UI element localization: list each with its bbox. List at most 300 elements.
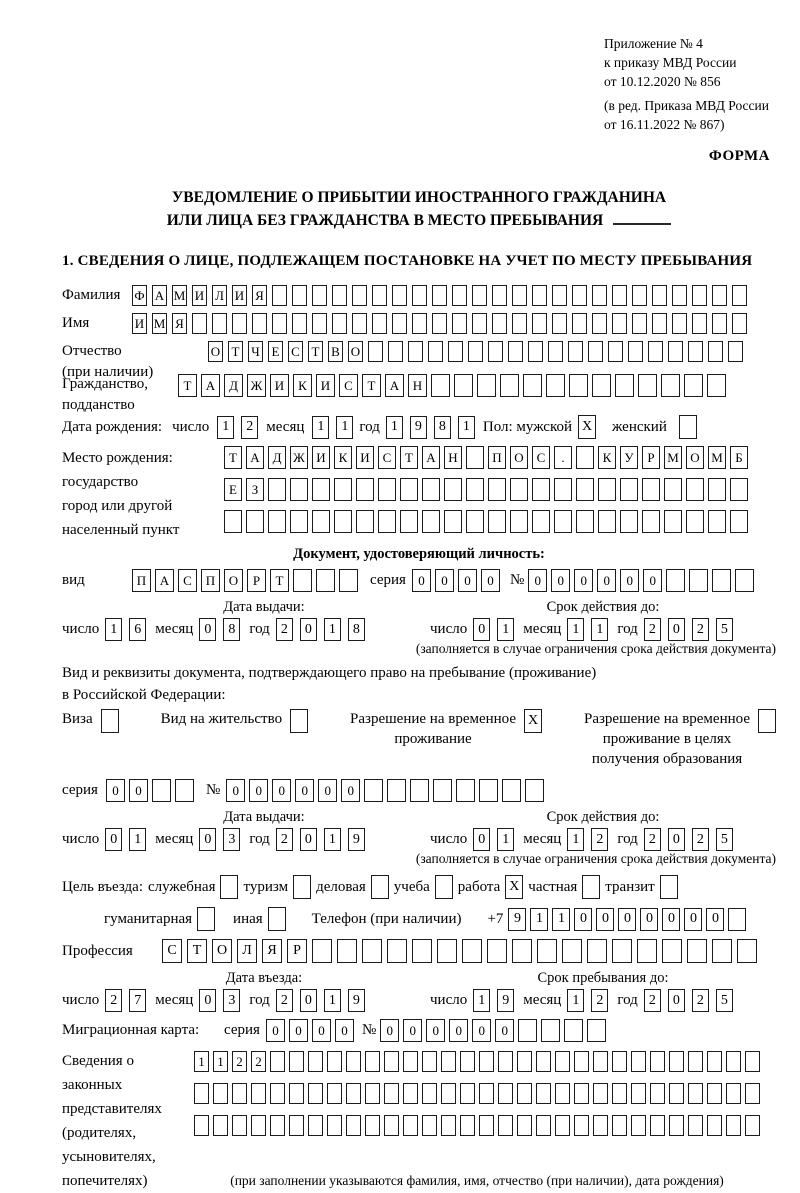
- char-cell[interactable]: 0: [706, 908, 724, 931]
- char-cell[interactable]: [608, 341, 623, 362]
- char-cell[interactable]: [620, 510, 638, 533]
- char-cell[interactable]: [472, 313, 487, 334]
- char-cell[interactable]: 0: [199, 618, 216, 641]
- char-cell[interactable]: 2: [591, 828, 608, 851]
- char-cell[interactable]: 0: [574, 569, 593, 592]
- char-cell[interactable]: Л: [212, 285, 227, 306]
- char-cell[interactable]: 6: [129, 618, 146, 641]
- char-cell[interactable]: [650, 1115, 665, 1136]
- char-cell[interactable]: [431, 374, 450, 397]
- char-cell[interactable]: [588, 341, 603, 362]
- char-cell[interactable]: [726, 1083, 741, 1104]
- char-cell[interactable]: [512, 285, 527, 306]
- char-cell[interactable]: [692, 285, 707, 306]
- char-cell[interactable]: [372, 313, 387, 334]
- visa-checkbox[interactable]: [101, 709, 119, 733]
- purpose-business-checkbox[interactable]: [371, 875, 389, 899]
- char-cell[interactable]: [730, 478, 748, 501]
- char-cell[interactable]: 0: [473, 828, 490, 851]
- char-cell[interactable]: [688, 1083, 703, 1104]
- char-cell[interactable]: Р: [247, 569, 266, 592]
- char-cell[interactable]: 2: [644, 989, 661, 1012]
- char-cell[interactable]: [652, 285, 667, 306]
- char-cell[interactable]: [687, 939, 707, 963]
- char-cell[interactable]: [536, 1115, 551, 1136]
- char-cell[interactable]: [684, 374, 703, 397]
- char-cell[interactable]: [638, 374, 657, 397]
- char-cell[interactable]: 2: [692, 989, 709, 1012]
- char-cell[interactable]: [346, 1115, 361, 1136]
- char-cell[interactable]: [518, 1019, 537, 1042]
- char-cell[interactable]: [289, 1115, 304, 1136]
- char-cell[interactable]: Е: [224, 478, 242, 501]
- char-cell[interactable]: [293, 569, 312, 592]
- char-cell[interactable]: [466, 478, 484, 501]
- char-cell[interactable]: [528, 341, 543, 362]
- char-cell[interactable]: Т: [400, 446, 418, 469]
- char-cell[interactable]: [686, 510, 704, 533]
- char-cell[interactable]: 0: [662, 908, 680, 931]
- char-cell[interactable]: [316, 569, 335, 592]
- char-cell[interactable]: [466, 510, 484, 533]
- char-cell[interactable]: [384, 1083, 399, 1104]
- char-cell[interactable]: [246, 510, 264, 533]
- char-cell[interactable]: [232, 313, 247, 334]
- char-cell[interactable]: М: [664, 446, 682, 469]
- char-cell[interactable]: [392, 285, 407, 306]
- char-cell[interactable]: [525, 779, 544, 802]
- char-cell[interactable]: 1: [336, 416, 353, 439]
- char-cell[interactable]: 2: [692, 828, 709, 851]
- char-cell[interactable]: [289, 1083, 304, 1104]
- char-cell[interactable]: К: [598, 446, 616, 469]
- char-cell[interactable]: О: [208, 341, 223, 362]
- char-cell[interactable]: 3: [223, 828, 240, 851]
- char-cell[interactable]: А: [155, 569, 174, 592]
- char-cell[interactable]: [472, 285, 487, 306]
- char-cell[interactable]: 0: [574, 908, 592, 931]
- char-cell[interactable]: 0: [300, 828, 317, 851]
- char-cell[interactable]: 0: [266, 1019, 285, 1042]
- char-cell[interactable]: Т: [362, 374, 381, 397]
- char-cell[interactable]: 0: [426, 1019, 445, 1042]
- char-cell[interactable]: 1: [567, 989, 584, 1012]
- char-cell[interactable]: [452, 313, 467, 334]
- char-cell[interactable]: 2: [251, 1051, 266, 1072]
- char-cell[interactable]: 1: [552, 908, 570, 931]
- char-cell[interactable]: [432, 313, 447, 334]
- char-cell[interactable]: И: [270, 374, 289, 397]
- temp-residence-checkbox[interactable]: X: [524, 709, 542, 733]
- char-cell[interactable]: [672, 313, 687, 334]
- char-cell[interactable]: .: [554, 446, 572, 469]
- char-cell[interactable]: 0: [105, 828, 122, 851]
- char-cell[interactable]: [728, 341, 743, 362]
- purpose-study-checkbox[interactable]: [435, 875, 453, 899]
- char-cell[interactable]: [408, 341, 423, 362]
- char-cell[interactable]: [498, 1115, 513, 1136]
- char-cell[interactable]: [712, 313, 727, 334]
- char-cell[interactable]: [194, 1083, 209, 1104]
- char-cell[interactable]: 8: [223, 618, 240, 641]
- char-cell[interactable]: 0: [495, 1019, 514, 1042]
- char-cell[interactable]: 0: [640, 908, 658, 931]
- char-cell[interactable]: 2: [591, 989, 608, 1012]
- char-cell[interactable]: [631, 1051, 646, 1072]
- char-cell[interactable]: [388, 341, 403, 362]
- char-cell[interactable]: [346, 1083, 361, 1104]
- char-cell[interactable]: 0: [380, 1019, 399, 1042]
- char-cell[interactable]: [479, 1051, 494, 1072]
- char-cell[interactable]: [632, 313, 647, 334]
- char-cell[interactable]: 0: [473, 618, 490, 641]
- char-cell[interactable]: 0: [199, 989, 216, 1012]
- char-cell[interactable]: [642, 478, 660, 501]
- char-cell[interactable]: [735, 569, 754, 592]
- char-cell[interactable]: П: [132, 569, 151, 592]
- char-cell[interactable]: 0: [272, 779, 291, 802]
- char-cell[interactable]: [688, 341, 703, 362]
- char-cell[interactable]: [517, 1083, 532, 1104]
- char-cell[interactable]: 0: [449, 1019, 468, 1042]
- char-cell[interactable]: [708, 341, 723, 362]
- char-cell[interactable]: 2: [232, 1051, 247, 1072]
- char-cell[interactable]: М: [708, 446, 726, 469]
- char-cell[interactable]: [672, 285, 687, 306]
- temp-residence-education-checkbox[interactable]: [758, 709, 776, 733]
- char-cell[interactable]: [631, 1083, 646, 1104]
- purpose-transit-checkbox[interactable]: [660, 875, 678, 899]
- char-cell[interactable]: 5: [716, 618, 733, 641]
- char-cell[interactable]: [732, 285, 747, 306]
- char-cell[interactable]: [270, 1083, 285, 1104]
- char-cell[interactable]: [669, 1115, 684, 1136]
- char-cell[interactable]: 2: [276, 989, 293, 1012]
- char-cell[interactable]: [712, 939, 732, 963]
- char-cell[interactable]: [212, 313, 227, 334]
- char-cell[interactable]: [312, 478, 330, 501]
- char-cell[interactable]: И: [132, 313, 147, 334]
- char-cell[interactable]: [572, 313, 587, 334]
- char-cell[interactable]: [592, 374, 611, 397]
- char-cell[interactable]: [308, 1115, 323, 1136]
- char-cell[interactable]: А: [422, 446, 440, 469]
- char-cell[interactable]: [708, 478, 726, 501]
- char-cell[interactable]: [384, 1115, 399, 1136]
- char-cell[interactable]: 0: [300, 989, 317, 1012]
- char-cell[interactable]: [492, 285, 507, 306]
- char-cell[interactable]: [232, 1115, 247, 1136]
- char-cell[interactable]: [387, 939, 407, 963]
- char-cell[interactable]: 1: [105, 618, 122, 641]
- char-cell[interactable]: 0: [129, 779, 148, 802]
- char-cell[interactable]: Ж: [247, 374, 266, 397]
- char-cell[interactable]: [412, 313, 427, 334]
- char-cell[interactable]: [479, 1083, 494, 1104]
- char-cell[interactable]: [707, 1115, 722, 1136]
- char-cell[interactable]: [592, 313, 607, 334]
- char-cell[interactable]: 0: [668, 989, 685, 1012]
- char-cell[interactable]: [564, 1019, 583, 1042]
- char-cell[interactable]: 0: [597, 569, 616, 592]
- char-cell[interactable]: Д: [224, 374, 243, 397]
- char-cell[interactable]: [612, 1051, 627, 1072]
- female-checkbox[interactable]: [679, 415, 697, 439]
- char-cell[interactable]: 8: [434, 416, 451, 439]
- char-cell[interactable]: [554, 478, 572, 501]
- char-cell[interactable]: [574, 1051, 589, 1072]
- char-cell[interactable]: [365, 1115, 380, 1136]
- char-cell[interactable]: [745, 1115, 760, 1136]
- char-cell[interactable]: М: [152, 313, 167, 334]
- char-cell[interactable]: 0: [289, 1019, 308, 1042]
- char-cell[interactable]: Л: [237, 939, 257, 963]
- char-cell[interactable]: [587, 939, 607, 963]
- char-cell[interactable]: [422, 1083, 437, 1104]
- char-cell[interactable]: [620, 478, 638, 501]
- char-cell[interactable]: 8: [348, 618, 365, 641]
- char-cell[interactable]: [368, 341, 383, 362]
- char-cell[interactable]: Ч: [248, 341, 263, 362]
- char-cell[interactable]: [574, 1083, 589, 1104]
- char-cell[interactable]: [400, 478, 418, 501]
- char-cell[interactable]: [213, 1083, 228, 1104]
- char-cell[interactable]: [452, 285, 467, 306]
- char-cell[interactable]: 1: [386, 416, 403, 439]
- char-cell[interactable]: 1: [497, 618, 514, 641]
- char-cell[interactable]: [555, 1051, 570, 1072]
- char-cell[interactable]: [460, 1115, 475, 1136]
- char-cell[interactable]: [712, 569, 731, 592]
- char-cell[interactable]: [251, 1115, 266, 1136]
- char-cell[interactable]: 9: [497, 989, 514, 1012]
- char-cell[interactable]: [479, 779, 498, 802]
- char-cell[interactable]: [441, 1083, 456, 1104]
- purpose-humanitarian-checkbox[interactable]: [197, 907, 215, 931]
- char-cell[interactable]: А: [201, 374, 220, 397]
- char-cell[interactable]: [334, 510, 352, 533]
- char-cell[interactable]: [468, 341, 483, 362]
- char-cell[interactable]: [308, 1051, 323, 1072]
- char-cell[interactable]: [433, 779, 452, 802]
- char-cell[interactable]: 0: [300, 618, 317, 641]
- char-cell[interactable]: [488, 510, 506, 533]
- char-cell[interactable]: [460, 1051, 475, 1072]
- char-cell[interactable]: [477, 374, 496, 397]
- char-cell[interactable]: [488, 478, 506, 501]
- char-cell[interactable]: [648, 341, 663, 362]
- char-cell[interactable]: [365, 1083, 380, 1104]
- char-cell[interactable]: П: [488, 446, 506, 469]
- char-cell[interactable]: [532, 313, 547, 334]
- char-cell[interactable]: С: [378, 446, 396, 469]
- char-cell[interactable]: [422, 1115, 437, 1136]
- purpose-other-checkbox[interactable]: [268, 907, 286, 931]
- char-cell[interactable]: Т: [224, 446, 242, 469]
- char-cell[interactable]: [492, 313, 507, 334]
- char-cell[interactable]: [312, 285, 327, 306]
- char-cell[interactable]: [352, 313, 367, 334]
- char-cell[interactable]: [661, 374, 680, 397]
- char-cell[interactable]: [428, 341, 443, 362]
- char-cell[interactable]: О: [510, 446, 528, 469]
- char-cell[interactable]: [730, 510, 748, 533]
- char-cell[interactable]: У: [620, 446, 638, 469]
- char-cell[interactable]: [631, 1115, 646, 1136]
- char-cell[interactable]: [444, 510, 462, 533]
- char-cell[interactable]: [668, 341, 683, 362]
- char-cell[interactable]: [576, 478, 594, 501]
- char-cell[interactable]: [422, 510, 440, 533]
- char-cell[interactable]: [537, 939, 557, 963]
- char-cell[interactable]: [532, 510, 550, 533]
- char-cell[interactable]: [712, 285, 727, 306]
- residence-permit-checkbox[interactable]: [290, 709, 308, 733]
- char-cell[interactable]: Т: [228, 341, 243, 362]
- char-cell[interactable]: [272, 285, 287, 306]
- char-cell[interactable]: [466, 446, 484, 469]
- char-cell[interactable]: [707, 1083, 722, 1104]
- char-cell[interactable]: [448, 341, 463, 362]
- char-cell[interactable]: [352, 285, 367, 306]
- char-cell[interactable]: [410, 779, 429, 802]
- char-cell[interactable]: Р: [287, 939, 307, 963]
- char-cell[interactable]: 0: [643, 569, 662, 592]
- char-cell[interactable]: [508, 341, 523, 362]
- char-cell[interactable]: 1: [567, 618, 584, 641]
- char-cell[interactable]: 2: [644, 618, 661, 641]
- char-cell[interactable]: 0: [106, 779, 125, 802]
- char-cell[interactable]: [598, 478, 616, 501]
- char-cell[interactable]: 3: [223, 989, 240, 1012]
- purpose-tourism-checkbox[interactable]: [293, 875, 311, 899]
- char-cell[interactable]: 1: [458, 416, 475, 439]
- char-cell[interactable]: [517, 1115, 532, 1136]
- char-cell[interactable]: [432, 285, 447, 306]
- char-cell[interactable]: [642, 510, 660, 533]
- char-cell[interactable]: [152, 779, 171, 802]
- char-cell[interactable]: [707, 1051, 722, 1072]
- char-cell[interactable]: 0: [312, 1019, 331, 1042]
- char-cell[interactable]: 0: [226, 779, 245, 802]
- char-cell[interactable]: Т: [187, 939, 207, 963]
- char-cell[interactable]: [365, 1051, 380, 1072]
- char-cell[interactable]: [572, 285, 587, 306]
- char-cell[interactable]: Д: [268, 446, 286, 469]
- char-cell[interactable]: 7: [129, 989, 146, 1012]
- char-cell[interactable]: [745, 1051, 760, 1072]
- char-cell[interactable]: М: [172, 285, 187, 306]
- char-cell[interactable]: [708, 510, 726, 533]
- char-cell[interactable]: 0: [412, 569, 431, 592]
- char-cell[interactable]: 1: [567, 828, 584, 851]
- char-cell[interactable]: [224, 510, 242, 533]
- char-cell[interactable]: 0: [551, 569, 570, 592]
- char-cell[interactable]: Б: [730, 446, 748, 469]
- char-cell[interactable]: [732, 313, 747, 334]
- char-cell[interactable]: [593, 1115, 608, 1136]
- char-cell[interactable]: [688, 1051, 703, 1072]
- char-cell[interactable]: 9: [410, 416, 427, 439]
- char-cell[interactable]: [441, 1051, 456, 1072]
- char-cell[interactable]: И: [356, 446, 374, 469]
- char-cell[interactable]: И: [192, 285, 207, 306]
- char-cell[interactable]: [592, 285, 607, 306]
- char-cell[interactable]: [555, 1115, 570, 1136]
- char-cell[interactable]: [593, 1051, 608, 1072]
- char-cell[interactable]: 2: [692, 618, 709, 641]
- char-cell[interactable]: 0: [249, 779, 268, 802]
- char-cell[interactable]: [403, 1083, 418, 1104]
- char-cell[interactable]: Ф: [132, 285, 147, 306]
- char-cell[interactable]: Я: [252, 285, 267, 306]
- char-cell[interactable]: 0: [341, 779, 360, 802]
- char-cell[interactable]: [554, 510, 572, 533]
- char-cell[interactable]: С: [178, 569, 197, 592]
- char-cell[interactable]: [502, 779, 521, 802]
- char-cell[interactable]: [552, 313, 567, 334]
- char-cell[interactable]: [737, 939, 757, 963]
- char-cell[interactable]: [292, 285, 307, 306]
- male-checkbox[interactable]: X: [578, 415, 596, 439]
- char-cell[interactable]: [523, 374, 542, 397]
- char-cell[interactable]: [441, 1115, 456, 1136]
- char-cell[interactable]: [362, 939, 382, 963]
- char-cell[interactable]: Я: [262, 939, 282, 963]
- char-cell[interactable]: [569, 374, 588, 397]
- char-cell[interactable]: 2: [644, 828, 661, 851]
- char-cell[interactable]: [270, 1115, 285, 1136]
- char-cell[interactable]: [327, 1083, 342, 1104]
- char-cell[interactable]: 1: [591, 618, 608, 641]
- char-cell[interactable]: [422, 478, 440, 501]
- char-cell[interactable]: [669, 1083, 684, 1104]
- char-cell[interactable]: [512, 939, 532, 963]
- char-cell[interactable]: [454, 374, 473, 397]
- char-cell[interactable]: [192, 313, 207, 334]
- char-cell[interactable]: А: [385, 374, 404, 397]
- char-cell[interactable]: [460, 1083, 475, 1104]
- char-cell[interactable]: 9: [348, 828, 365, 851]
- char-cell[interactable]: [479, 1115, 494, 1136]
- char-cell[interactable]: [332, 313, 347, 334]
- char-cell[interactable]: А: [152, 285, 167, 306]
- char-cell[interactable]: Ж: [290, 446, 308, 469]
- char-cell[interactable]: 1: [324, 828, 341, 851]
- char-cell[interactable]: 0: [618, 908, 636, 931]
- char-cell[interactable]: [662, 939, 682, 963]
- char-cell[interactable]: 0: [199, 828, 216, 851]
- char-cell[interactable]: О: [348, 341, 363, 362]
- char-cell[interactable]: [289, 1051, 304, 1072]
- char-cell[interactable]: [568, 341, 583, 362]
- char-cell[interactable]: [378, 478, 396, 501]
- char-cell[interactable]: 0: [435, 569, 454, 592]
- char-cell[interactable]: [612, 1083, 627, 1104]
- char-cell[interactable]: И: [316, 374, 335, 397]
- char-cell[interactable]: 1: [473, 989, 490, 1012]
- char-cell[interactable]: [612, 285, 627, 306]
- char-cell[interactable]: 1: [213, 1051, 228, 1072]
- char-cell[interactable]: [251, 1083, 266, 1104]
- char-cell[interactable]: [462, 939, 482, 963]
- char-cell[interactable]: [664, 478, 682, 501]
- char-cell[interactable]: В: [328, 341, 343, 362]
- char-cell[interactable]: [270, 1051, 285, 1072]
- char-cell[interactable]: [510, 478, 528, 501]
- char-cell[interactable]: 0: [458, 569, 477, 592]
- char-cell[interactable]: П: [201, 569, 220, 592]
